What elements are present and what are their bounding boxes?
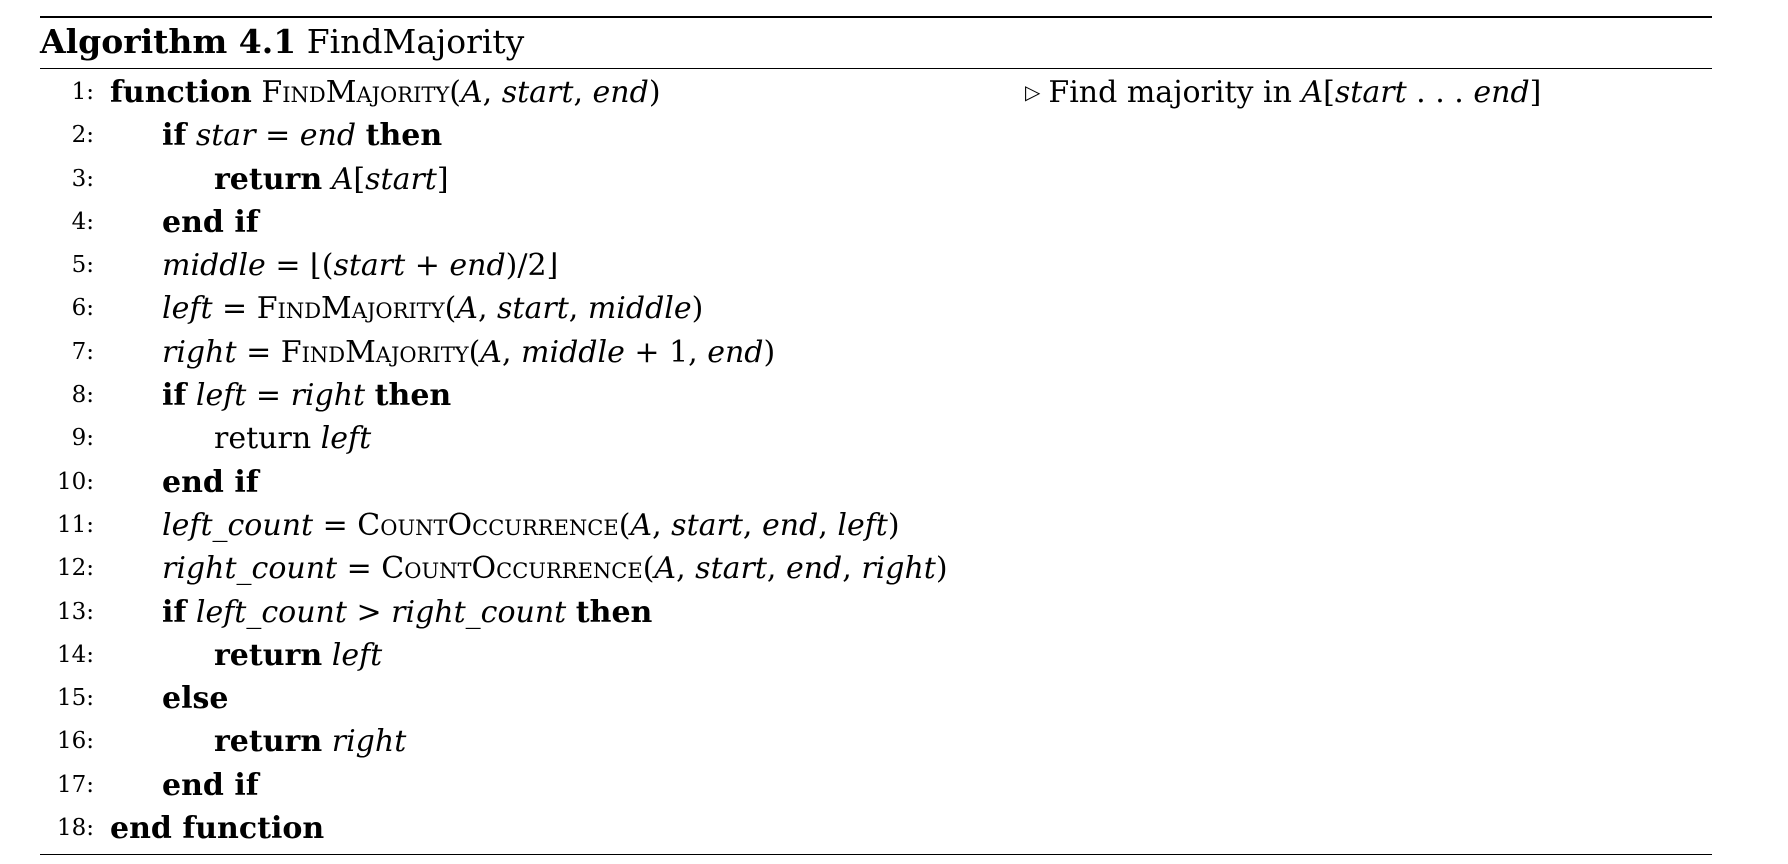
algorithm-line <box>40 634 1712 677</box>
variable: start <box>333 248 406 284</box>
algorithm-line <box>40 244 1712 287</box>
line-code <box>162 331 775 374</box>
keyword: return <box>214 637 323 673</box>
variable: left <box>195 378 247 414</box>
algorithm-line <box>40 504 1712 547</box>
line-number: 15: <box>56 685 94 712</box>
variable: A <box>1301 75 1324 110</box>
variable: start <box>671 507 743 543</box>
algorithm-line <box>40 158 1712 201</box>
line-number: 12: <box>56 555 94 582</box>
variable: right <box>162 334 237 370</box>
algorithm-caption <box>40 18 1712 68</box>
code-text: = ⌊( <box>265 248 334 284</box>
variable: left_count <box>195 594 347 630</box>
code-text <box>186 118 196 153</box>
code-text <box>186 378 196 413</box>
code-text: ] <box>436 161 449 197</box>
variable: A <box>654 551 677 587</box>
variable: star <box>195 118 256 154</box>
variable: middle <box>162 248 266 284</box>
algorithm-line <box>40 591 1712 634</box>
code-text <box>566 595 576 630</box>
code-text: [ <box>353 161 366 197</box>
variable: left <box>320 421 372 457</box>
procedure-name: FindMajority <box>256 291 445 327</box>
procedure-name: FindMajority <box>280 334 469 370</box>
code-text: , <box>573 75 593 110</box>
code-text <box>322 724 332 759</box>
code-text: ) <box>935 551 948 587</box>
line-code <box>162 461 259 504</box>
variable: end <box>449 248 506 284</box>
variable: middle <box>587 291 692 327</box>
variable: right_count <box>162 551 338 587</box>
variable: right_count <box>391 594 567 630</box>
variable: start <box>501 75 574 110</box>
keyword: end function <box>110 811 325 847</box>
algorithm-line <box>40 461 1712 504</box>
variable: left <box>331 637 383 673</box>
line-number: 16: <box>56 728 94 755</box>
variable: right <box>331 724 407 760</box>
code-text: , <box>742 507 762 543</box>
line-code <box>162 591 652 634</box>
variable: A <box>331 161 354 197</box>
algorithm-line <box>40 677 1712 720</box>
algorithm-block <box>40 16 1712 855</box>
line-number: 1: <box>71 79 94 105</box>
line-code <box>162 244 558 287</box>
line-code <box>162 547 948 590</box>
variable: end <box>785 551 843 587</box>
algorithm-line <box>40 417 1712 460</box>
line-number: 4: <box>71 208 94 235</box>
line-number: 8: <box>71 382 94 409</box>
algorithm-line <box>40 201 1712 244</box>
line-number: 9: <box>71 425 94 452</box>
code-text: , <box>676 551 696 587</box>
variable: A <box>630 507 653 543</box>
line-number: 10: <box>56 468 94 495</box>
variable: end <box>592 75 649 110</box>
variable: start <box>1334 75 1407 110</box>
line-number: 6: <box>71 295 94 322</box>
code-text: return <box>214 421 321 457</box>
variable: end <box>299 118 357 154</box>
variable: start <box>365 161 437 197</box>
comment-text: Find majority in <box>1048 75 1302 110</box>
code-text: ) <box>648 75 661 110</box>
algorithm-line <box>40 114 1712 157</box>
keyword: end if <box>162 464 259 500</box>
procedure-name: FindMajority <box>261 75 450 110</box>
line-code <box>110 71 661 114</box>
code-text: = <box>337 551 382 587</box>
keyword: if <box>162 378 187 414</box>
line-code <box>110 807 324 850</box>
code-text: , <box>818 507 838 543</box>
code-text: ) <box>887 507 900 543</box>
code-text: ) <box>763 334 776 370</box>
algorithm-line <box>40 807 1712 850</box>
line-code <box>214 634 382 677</box>
line-number: 17: <box>56 771 94 798</box>
procedure-name: CountOccurrence <box>381 551 643 587</box>
keyword: end if <box>162 204 259 240</box>
code-text: ( <box>468 334 481 370</box>
keyword: then <box>365 118 443 154</box>
comment-text: . . . <box>1406 75 1474 110</box>
code-text: ( <box>618 507 631 543</box>
variable: middle <box>521 334 625 370</box>
code-text: = <box>246 378 291 414</box>
line-code <box>162 677 228 720</box>
code-text <box>186 595 196 630</box>
algorithm-line <box>40 331 1712 374</box>
variable: start <box>497 291 569 327</box>
line-code <box>214 158 449 201</box>
procedure-name: CountOccurrence <box>357 507 619 543</box>
line-number: 5: <box>71 252 94 279</box>
code-text: , <box>766 551 786 587</box>
keyword: then <box>374 378 452 414</box>
algorithm-line <box>40 720 1712 763</box>
variable: A <box>460 75 483 110</box>
line-comment <box>1025 71 1541 117</box>
line-code <box>162 504 900 547</box>
line-code <box>162 764 259 807</box>
algorithm-line <box>40 764 1712 807</box>
keyword: then <box>575 594 653 630</box>
code-text <box>252 75 262 110</box>
code-text: ( <box>642 551 655 587</box>
variable: right <box>861 551 936 587</box>
comment-triangle-icon: ▷ <box>1025 80 1041 104</box>
variable: end <box>707 334 764 370</box>
variable: end <box>761 507 819 543</box>
code-text: )/2⌋ <box>505 248 559 284</box>
variable: left_count <box>162 507 314 543</box>
code-text: ) <box>691 291 704 327</box>
code-text: ( <box>449 75 461 110</box>
code-text: , <box>568 291 588 327</box>
variable: start <box>695 551 767 587</box>
line-code <box>214 417 371 460</box>
comment-text: [ <box>1323 75 1335 110</box>
code-text: + 1, <box>624 334 708 370</box>
keyword: function <box>110 75 252 110</box>
code-text: , <box>482 75 502 110</box>
line-number: 11: <box>56 511 94 538</box>
code-text: ( <box>444 291 457 327</box>
algorithm-line <box>40 374 1712 417</box>
algorithm-lines <box>40 69 1712 854</box>
code-text: , <box>501 334 522 370</box>
code-text: , <box>842 551 862 587</box>
code-text <box>356 118 366 153</box>
code-text: > <box>346 594 392 630</box>
comment-text: ] <box>1529 75 1542 110</box>
line-code <box>162 114 442 157</box>
code-text <box>365 378 375 413</box>
bottom-rule <box>40 854 1712 855</box>
algorithm-line <box>40 547 1712 590</box>
variable: right <box>290 378 366 414</box>
keyword: return <box>214 724 323 760</box>
code-text <box>322 638 332 673</box>
code-text: , <box>477 291 498 327</box>
line-code <box>162 374 451 417</box>
variable: left <box>162 291 213 327</box>
keyword: else <box>162 681 229 717</box>
line-number: 13: <box>56 598 94 625</box>
variable: left <box>837 507 888 543</box>
algorithm-label: Algorithm 4.1 <box>40 22 297 61</box>
line-number: 14: <box>56 641 94 668</box>
line-code <box>162 201 259 244</box>
code-text: = <box>255 118 300 154</box>
keyword: if <box>162 594 187 630</box>
algorithm-name: FindMajority <box>306 22 525 61</box>
line-number: 7: <box>71 338 94 365</box>
code-text: + <box>405 248 450 284</box>
code-text <box>322 162 332 197</box>
line-number: 2: <box>71 122 94 149</box>
line-code <box>214 720 406 763</box>
algorithm-line <box>40 287 1712 330</box>
code-text: = <box>212 291 257 327</box>
variable: end <box>1473 75 1530 110</box>
line-code <box>162 287 703 330</box>
algorithm-line <box>40 71 1712 114</box>
line-number: 3: <box>71 165 94 192</box>
code-text: = <box>236 334 281 370</box>
keyword: if <box>162 118 187 154</box>
variable: A <box>480 334 502 370</box>
variable: A <box>456 291 478 327</box>
keyword: return <box>214 161 323 197</box>
code-text: , <box>652 507 672 543</box>
code-text: = <box>313 507 358 543</box>
line-number: 18: <box>56 815 94 842</box>
keyword: end if <box>162 767 259 803</box>
